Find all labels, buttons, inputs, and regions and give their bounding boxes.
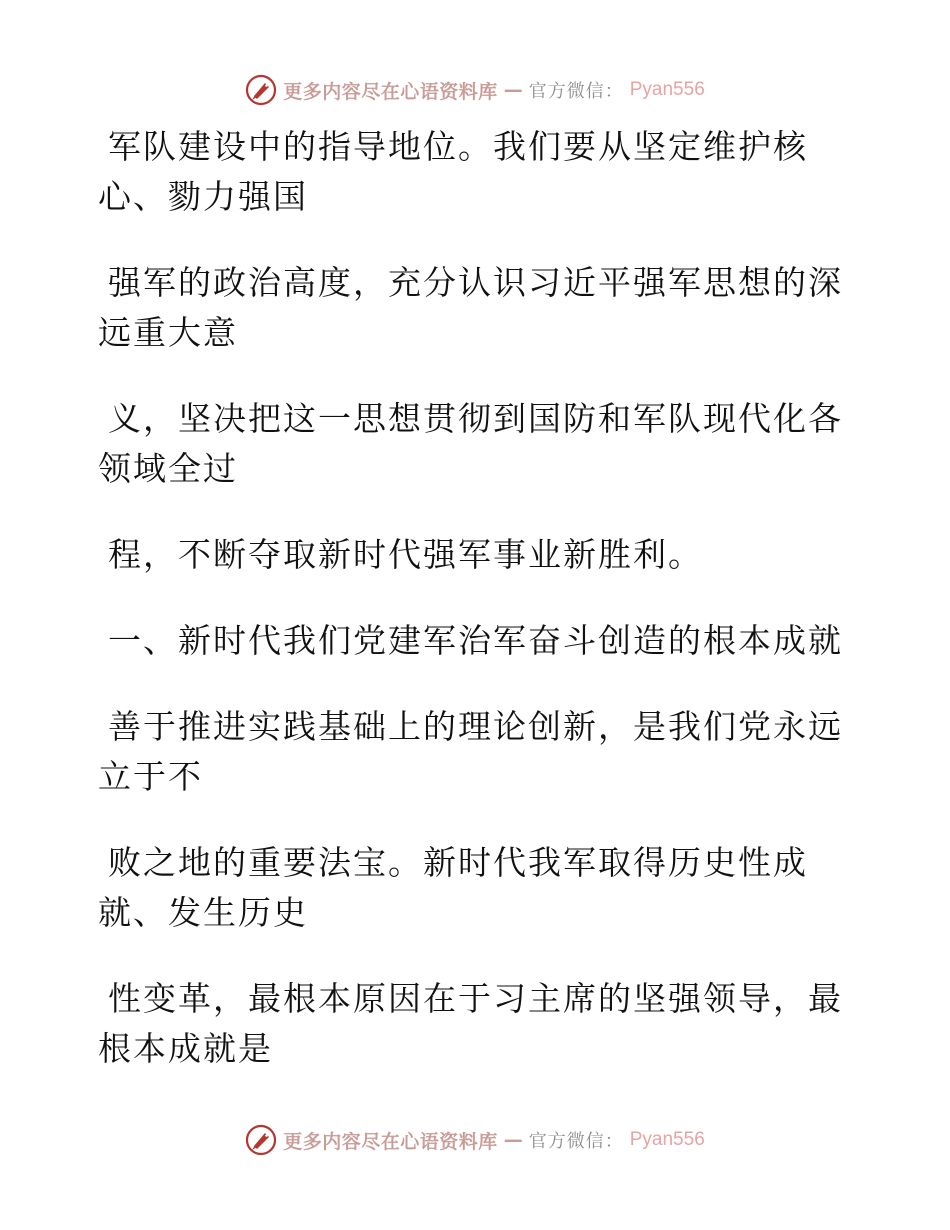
watermark-wechat-label: 官方微信： (528, 81, 624, 102)
header-watermark (0, 70, 950, 110)
watermark-wechat-label: 官方微信： (528, 1131, 624, 1152)
watermark-dash: — (503, 79, 523, 101)
paragraph (98, 838, 838, 938)
paragraph-continuation: 立于不 (98, 757, 203, 796)
pen-nib-logo-icon (245, 1124, 277, 1156)
paragraph-continuation: 领域全过 (98, 449, 238, 488)
paragraph (98, 122, 838, 222)
paragraph-first-line: 义，坚决把这一思想贯彻到国防和军队现代化各 (108, 399, 843, 438)
paragraph (98, 394, 843, 494)
section-heading-text: 一、新时代我们党建军治军奋斗创造的根本成就 (108, 621, 843, 660)
section-heading (98, 616, 843, 666)
watermark-site-text: 更多内容尽在心语资料库 (283, 80, 498, 103)
watermark-site-text: 更多内容尽在心语资料库 (283, 1130, 498, 1153)
paragraph (98, 702, 843, 802)
pen-nib-logo-icon (245, 74, 277, 106)
paragraph-first-line: 败之地的重要法宝。新时代我军取得历史性成 (108, 843, 808, 882)
paragraph-continuation: 心、勠力强国 (98, 177, 308, 216)
paragraph-first-line: 军队建设中的指导地位。我们要从坚定维护核 (108, 127, 808, 166)
watermark-wechat-id: Pyan556 (629, 79, 705, 100)
paragraph-continuation: 根本成就是 (98, 1029, 273, 1068)
paragraph-continuation: 远重大意 (98, 313, 238, 352)
footer-watermark (0, 1120, 950, 1160)
paragraph-first-line: 性变革，最根本原因在于习主席的坚强领导，最 (108, 979, 843, 1018)
paragraph-first-line: 程，不断夺取新时代强军事业新胜利。 (108, 535, 703, 574)
paragraph-continuation: 就、发生历史 (98, 893, 308, 932)
paragraph-first-line: 善于推进实践基础上的理论创新，是我们党永远 (108, 707, 843, 746)
watermark-wechat-id: Pyan556 (629, 1129, 705, 1150)
watermark-group (245, 1124, 705, 1156)
paragraph-first-line: 强军的政治高度，充分认识习近平强军思想的深 (108, 263, 843, 302)
document-body (98, 122, 843, 1110)
paragraph (98, 258, 843, 358)
watermark-dash: — (503, 1129, 523, 1151)
paragraph (98, 530, 838, 580)
paragraph (98, 974, 843, 1074)
watermark-group (245, 74, 705, 106)
